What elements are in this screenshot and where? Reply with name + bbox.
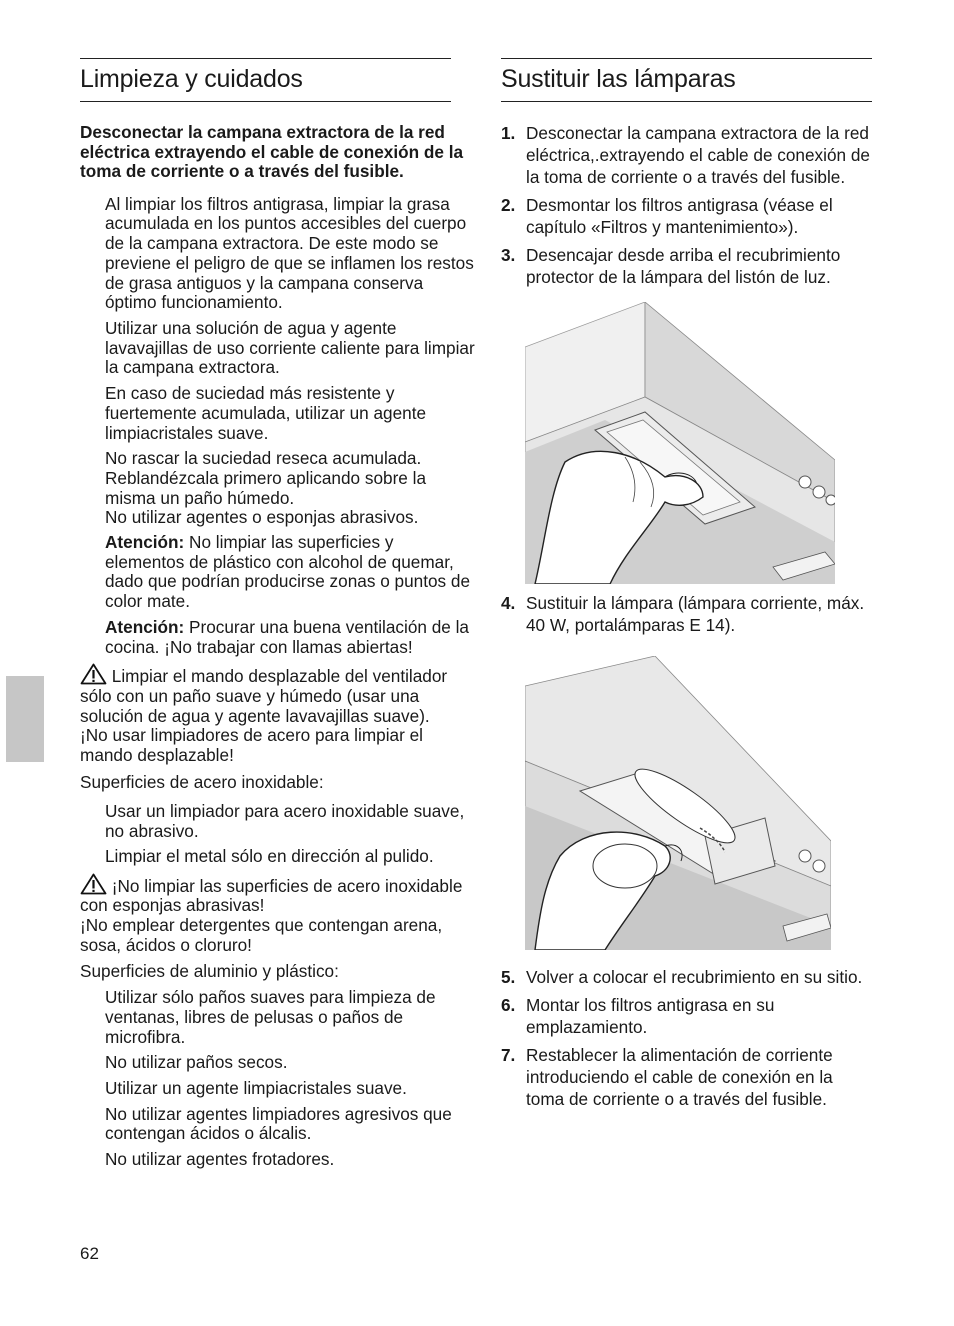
step-item [501,966,873,988]
step-item [501,592,873,636]
step-number: 6. [501,995,516,1015]
attention-text: No limpiar las superficies y elementos de plástico con alcohol de quemar, dado que podrían producirse zonas o puntos de color mate. [105,532,471,612]
warning-text: Limpiar el mando desplazable del ventilador sólo con un paño suave y húmedo (usar una solución de agua y agente lavavajillas suave). [80,666,448,726]
step-text: Desconectar la campana extractora de la red eléctrica,.extrayendo el cable de conexión de la toma de corriente o a través del fusible. [526,123,870,187]
lamp-section [501,58,873,1110]
cleaning-section [80,58,476,1170]
warning-triangle-icon [80,663,107,685]
step-number: 4. [501,593,516,613]
page-number: 62 [80,1244,99,1263]
steps-list [501,966,873,1110]
step-text: Sustituir la lámpara (lámpara corriente, máx. 40 W, portalámparas E 14). [526,593,865,635]
steel-item: Limpiar el metal sólo en dirección al pulido. [105,845,434,866]
paragraph-grease: Al limpiar los filtros antigrasa, limpiar la grasa acumulada en los puntos accesibles del cuerpo de la campana extractora. De este modo se previene el peligro de que se inflamen los restos de grasa antiguos y la campana conserva óptimo funcionamiento. [105,193,474,313]
step-number: 2. [501,195,516,215]
remove-cover-illustration [525,302,835,584]
step-text: Montar los filtros antigrasa en su emplazamiento. [526,995,775,1037]
paragraph-no-abrasive: No utilizar agentes o esponjas abrasivos. [105,507,419,528]
section-heading-cleaning: Limpieza y cuidados [80,58,451,102]
step-item [501,1044,873,1110]
section-tab-marker [6,676,44,762]
step-number: 3. [501,245,516,265]
warning-text: ¡No limpiar las superficies de acero inoxidable con esponjas abrasivas! [80,875,463,916]
step-number: 7. [501,1045,516,1065]
step-text: Volver a colocar el recubrimiento en su sitio. [526,967,863,987]
warning-text: ¡No emplear detergentes que contengan arena, sosa, ácidos o cloruro! [80,914,443,955]
step-text: Desmontar los filtros antigrasa (véase el capítulo «Filtros y mantenimiento»). [526,195,833,237]
paragraph-no-scratch: No rascar la suciedad reseca acumulada. Reblandézcala primero aplicando sobre la misma un paño húmedo. [105,448,427,508]
attention-note-ventilation [80,618,476,657]
steps-list [501,592,873,636]
attention-note-plastic [80,533,476,612]
aluminium-item: No utilizar agentes limpiadores agresivos que contengan ácidos o álcalis. [105,1103,452,1144]
step-item [501,122,873,188]
attention-label: Atención: [105,616,185,637]
warning-note-slider [80,663,476,766]
aluminium-item: No utilizar paños secos. [105,1052,288,1073]
step-item [501,194,873,238]
step-text: Restablecer la alimentación de corriente introduciendo el cable de conexión en la toma de corriente o a través del fusible. [526,1045,833,1109]
section-heading-lamps: Sustituir las lámparas [501,58,872,102]
warning-triangle-icon [80,873,107,895]
steel-item: Usar un limpiador para acero inoxidable suave, no abrasivo. [105,801,465,842]
aluminium-item: Utilizar sólo paños suaves para limpieza de ventanas, libres de pelusas o paños de microfibra. [105,987,436,1047]
steps-list [501,122,873,288]
step-item [501,244,873,288]
subheading-aluminium: Superficies de aluminio y plástico: [80,961,339,982]
replace-bulb-illustration [525,656,831,950]
disconnect-warning: Desconectar la campana extractora de la red eléctrica extrayendo el cable de conexión de la toma de corriente o a través del fusible. [80,122,464,182]
step-number: 5. [501,967,516,987]
subheading-steel: Superficies de acero inoxidable: [80,771,324,792]
aluminium-item: Utilizar un agente limpiacristales suave. [105,1077,407,1098]
attention-text: Procurar una buena ventilación de la cocina. ¡No trabajar con llamas abiertas! [105,616,469,657]
step-item [501,994,873,1038]
step-text: Desencajar desde arriba el recubrimiento protector de la lámpara del listón de luz. [526,245,841,287]
step-number: 1. [501,123,516,143]
paragraph-glass-cleaner: En caso de suciedad más resistente y fuertemente acumulada, utilizar un agente limpiacristales suave. [105,383,427,443]
warning-text: ¡No usar limpiadores de acero para limpiar el mando desplazable! [80,725,423,766]
warning-note-steel [80,873,476,956]
paragraph-solution: Utilizar una solución de agua y agente lavavajillas de uso corriente caliente para limpiar la campana extractora. [105,318,475,378]
attention-label: Atención: [105,532,185,553]
aluminium-item: No utilizar agentes frotadores. [105,1149,335,1170]
